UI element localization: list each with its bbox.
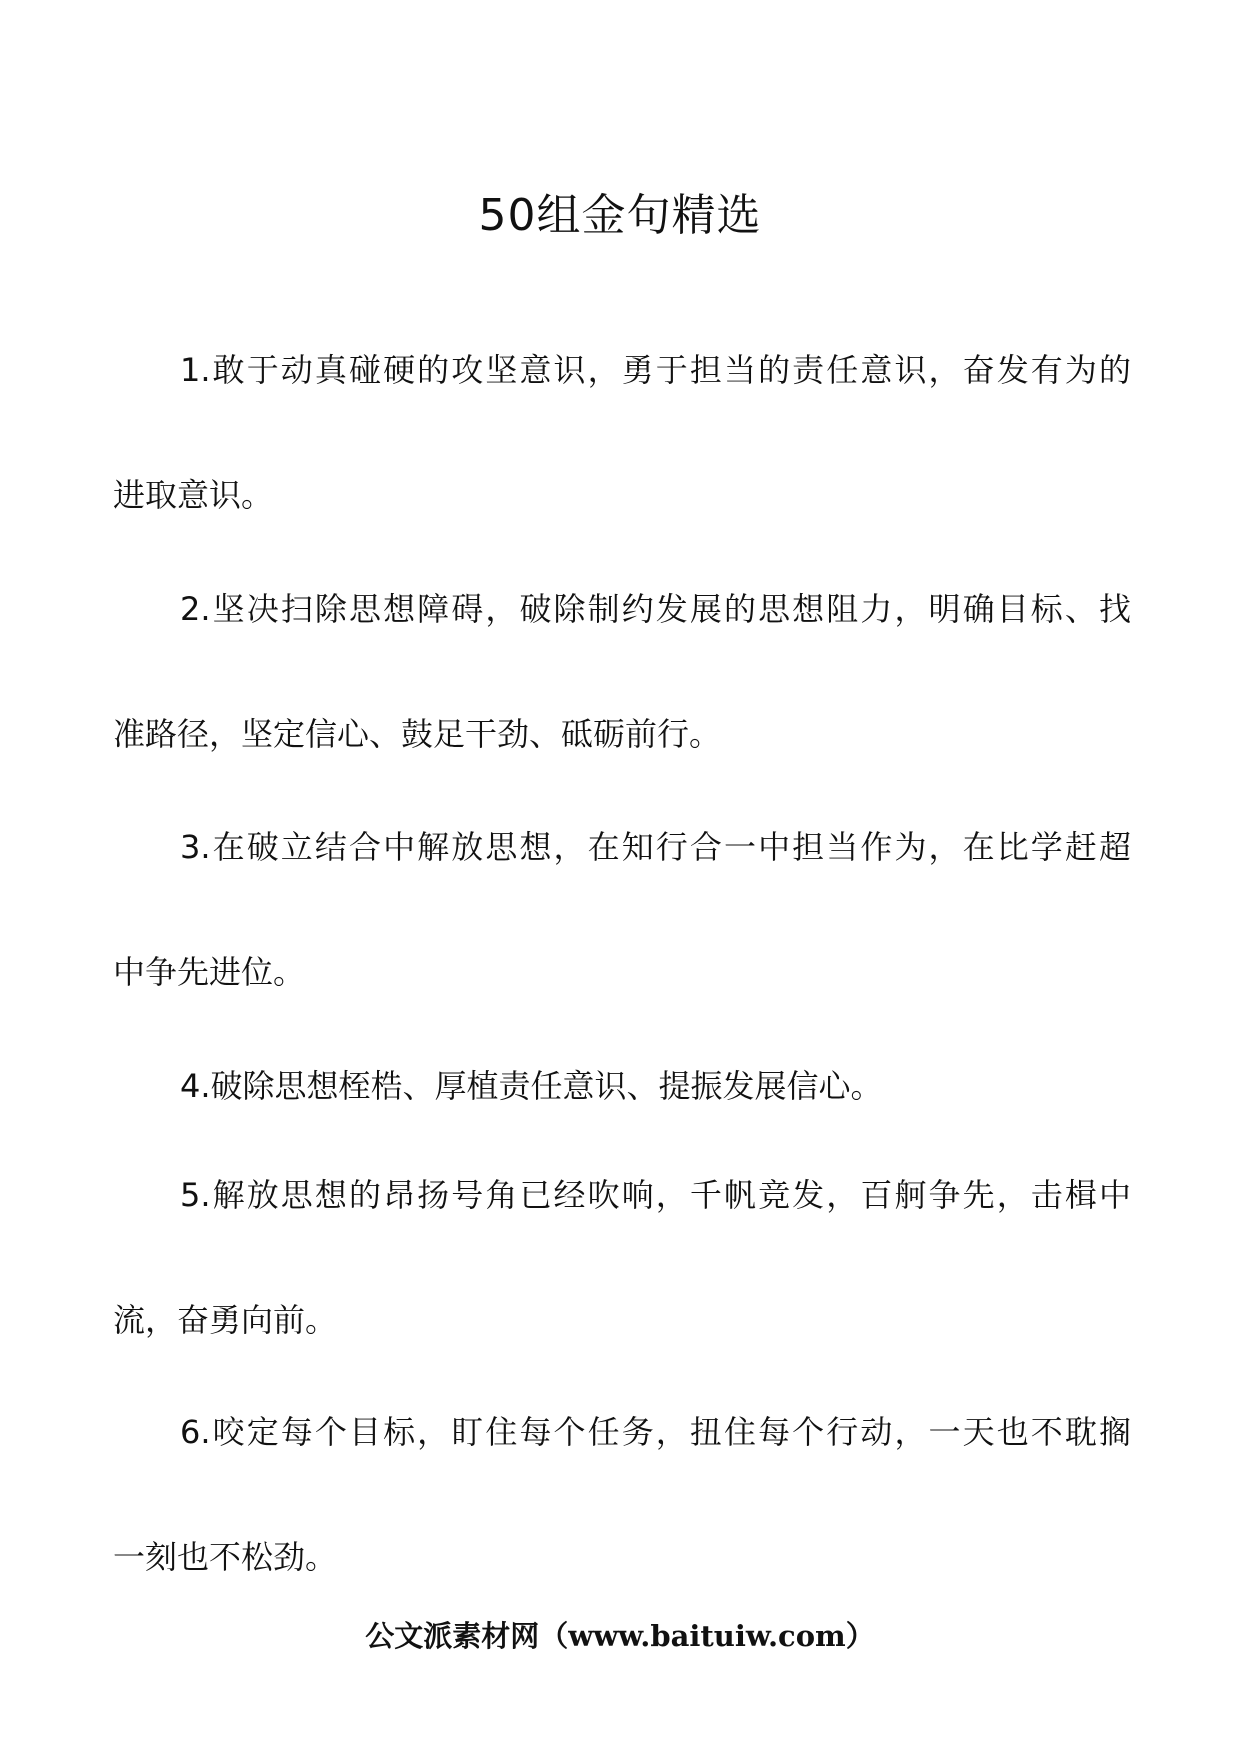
footer-watermark: 公文派素材网（www.baituiw.com） — [365, 1619, 875, 1653]
paragraph-2 — [113, 588, 1131, 755]
paragraph-4 — [113, 1065, 1131, 1107]
paragraph-line: 5.解放思想的昂扬号角已经吹响，千帆竞发，百舸争先，击楫中 — [180, 1176, 1131, 1214]
paragraph-line: 中争先进位。 — [113, 953, 306, 991]
paragraph-line: 3.在破立结合中解放思想，在知行合一中担当作为，在比学赶超 — [180, 828, 1131, 866]
paragraph-line: 6.咬定每个目标，盯住每个任务，扭住每个行动，一天也不耽搁 — [180, 1413, 1131, 1451]
document-title: 50组金句精选 — [478, 190, 762, 241]
paragraph-line: 4.破除思想桎梏、厚植责任意识、提振发展信心。 — [180, 1067, 883, 1105]
paragraph-line: 进取意识。 — [113, 476, 274, 514]
paragraph-5 — [113, 1174, 1131, 1341]
paragraph-line: 一刻也不松劲。 — [113, 1538, 338, 1576]
paragraph-line: 1.敢于动真碰硬的攻坚意识，勇于担当的责任意识，奋发有为的 — [180, 351, 1131, 389]
paragraph-line: 准路径，坚定信心、鼓足干劲、砥砺前行。 — [113, 715, 722, 753]
paragraph-6 — [113, 1411, 1131, 1578]
paragraph-line: 流，奋勇向前。 — [113, 1301, 338, 1339]
paragraph-3 — [113, 826, 1131, 993]
paragraph-1 — [113, 349, 1131, 516]
paragraph-line: 2.坚决扫除思想障碍，破除制约发展的思想阻力，明确目标、找 — [180, 590, 1131, 628]
